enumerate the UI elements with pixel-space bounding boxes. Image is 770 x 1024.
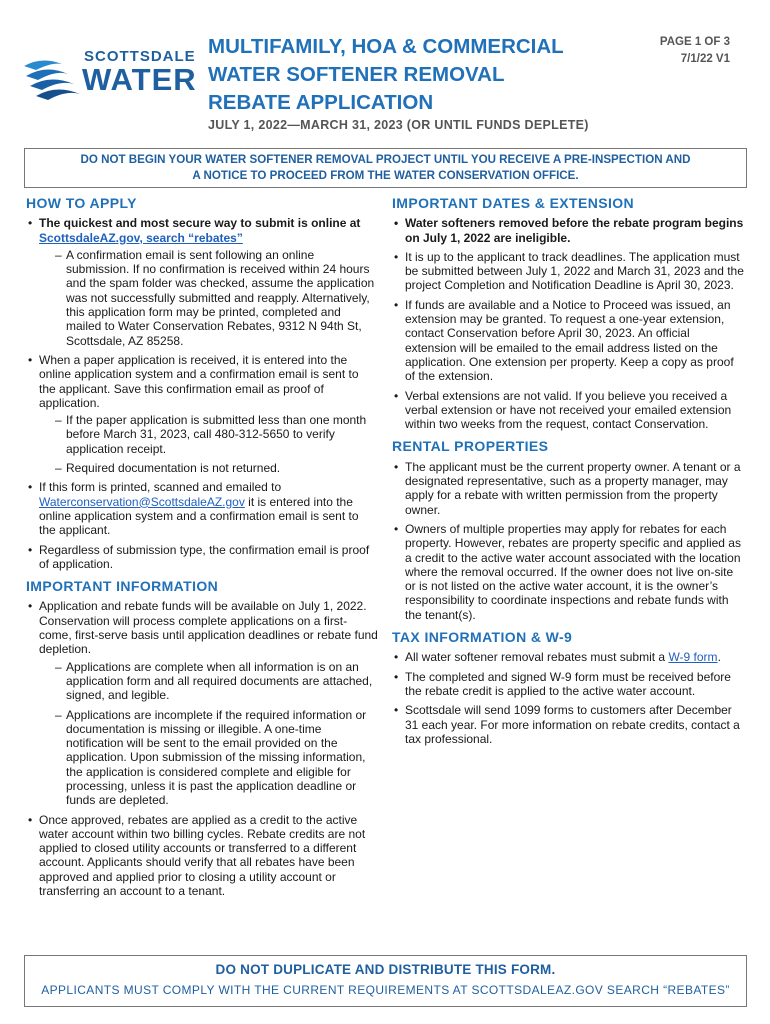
warning-line-1: DO NOT BEGIN YOUR WATER SOFTENER REMOVAL PROJECT UNTIL YOU RECEIVE A PRE-INSPECTION AND <box>80 153 691 166</box>
sub-list-item: – Applications are complete when all information is on an application form and all required documents are attached, signed, and legible. <box>39 660 378 703</box>
list-item <box>392 650 744 664</box>
list-item <box>26 599 378 807</box>
footer-notice <box>24 955 747 1007</box>
list-item-text: it is entered into the online application system and a confirmation email is sent to the applicant. <box>39 494 359 538</box>
title-line-1: MULTIFAMILY, HOA & COMMERCIAL <box>208 35 564 58</box>
list-item: • The completed and signed W-9 form must be received before the rebate credit is applied to the active water account. <box>392 670 744 699</box>
rental-properties-heading: RENTAL PROPERTIES <box>392 438 549 455</box>
title-line-2: WATER SOFTENER REMOVAL <box>208 63 505 86</box>
scottsdaleaz-rebates-link[interactable]: ScottsdaleAZ.gov, search “rebates” <box>39 230 243 245</box>
warning-banner <box>24 148 747 188</box>
page-header <box>0 0 770 150</box>
important-information-heading: IMPORTANT INFORMATION <box>26 578 219 595</box>
document-title <box>208 33 638 117</box>
list-item: • The applicant must be the current property owner. A tenant or a designated representative, such as a property manager, may apply for a rebate with written permission from the property owner. <box>392 460 744 517</box>
list-item <box>26 353 378 475</box>
list-item-text: All water softener removal rebates must submit a <box>405 650 669 665</box>
tax-information-list <box>392 650 744 746</box>
sub-list-item: – If the paper application is submitted less than one month before March 31, 2023, call 480-312-5650 to verify application receipt. <box>39 413 378 456</box>
list-item: • It is up to the applicant to track deadlines. The application must be submitted between July 1, 2022 and March 31, 2023 and the project Completion and Notification Deadline is April 30, 2023. <box>392 250 744 293</box>
left-column <box>26 196 378 903</box>
list-item <box>26 216 378 348</box>
list-item: • If funds are available and a Notice to Proceed was issued, an extension may be granted. To request a one-year extension, contact Conservation before April 30, 2023. An official extension will be emailed to the email address listed on the application. One extension per property. Keep a copy as proof of the extension. <box>392 298 744 384</box>
sub-list-item: – Applications are incomplete if the required information or documentation is missing or illegible. A one-time notification will be sent to the email provided on the application. Upon submission of the missing information, the application is considered complete and eligible for processing, unless it is past the application deadline or funds are depleted. <box>39 708 378 808</box>
important-dates-list <box>392 216 744 431</box>
sub-list-item: – Required documentation is not returned. <box>39 461 378 475</box>
conservation-email-link[interactable]: Waterconservation@ScottsdaleAZ.gov <box>39 494 245 509</box>
list-item-text: The quickest and most secure way to submit is online at <box>39 216 361 231</box>
footer-line-1: DO NOT DUPLICATE AND DISTRIBUTE THIS FORM. <box>215 962 556 977</box>
list-item: • Scottsdale will send 1099 forms to customers after December 31 each year. For more information on rebate credits, contact a tax professional. <box>392 703 744 746</box>
how-to-apply-list <box>26 216 378 571</box>
page-meta <box>660 34 730 68</box>
list-item-text: If this form is printed, scanned and emailed to <box>39 480 282 495</box>
w9-form-link[interactable]: W-9 form <box>668 650 718 665</box>
list-item: • Owners of multiple properties may apply for rebates for each property. However, rebates are property specific and applied as a credit to the active water account associated with the location where the removal occurred. If the owner does not live on-site or is not listed on the active water account, it is the owner’s responsibility to coordinate inspections and rebate funds with the tenant(s). <box>392 522 744 622</box>
rental-properties-list <box>392 460 744 622</box>
list-item: • Regardless of submission type, the confirmation email is proof of application. <box>26 543 378 572</box>
scottsdale-water-logo <box>22 48 197 104</box>
page-number: PAGE 1 OF 3 <box>659 36 730 48</box>
right-column <box>392 196 744 751</box>
list-item: • Water softeners removed before the rebate program begins on July 1, 2022 are ineligible. <box>392 216 744 245</box>
list-item <box>26 480 378 537</box>
list-item-text: . <box>717 650 721 665</box>
logo-text-scottsdale: SCOTTSDALE <box>84 48 196 65</box>
how-to-apply-heading: HOW TO APPLY <box>26 195 137 211</box>
form-version: 7/1/22 V1 <box>680 53 730 65</box>
list-item-text: When a paper application is received, it is entered into the online application system and a confirmation email is sent to the applicant. Save this confirmation email as proof of application. <box>39 352 359 410</box>
tax-information-heading: TAX INFORMATION & W-9 <box>392 629 573 646</box>
water-waves-icon <box>22 54 84 100</box>
list-item: • Once approved, rebates are applied as a credit to the active water account within two billing cycles. Rebate credits are not applied to closed utility accounts or transferred to a different account. Applicants should verify that all rebates have been approved and applied prior to closing a utility account or transferring an account to a tenant. <box>26 813 378 899</box>
logo-text-water: WATER <box>82 62 197 97</box>
sub-list-item: – A confirmation email is sent following an online submission. If no confirmation is received within 24 hours and the spam folder was checked, assume the application was not successfully submitted and reapply. Alternatively, this application form may be printed, completed and mailed to Water Conservation Rebates, 9312 N 94th St, Scottsdale, AZ 85258. <box>39 248 378 348</box>
list-item: • Verbal extensions are not valid. If you believe you received a verbal extension or have not received your emailed extension within two weeks from the request, contact Conservation. <box>392 389 744 432</box>
important-information-list <box>26 599 378 898</box>
important-dates-heading: IMPORTANT DATES & EXTENSION <box>392 195 635 211</box>
title-line-3: REBATE APPLICATION <box>208 91 434 114</box>
footer-line-2: APPLICANTS MUST COMPLY WITH THE CURRENT REQUIREMENTS AT SCOTTSDALEAZ.GOV SEARCH “REBATES” <box>41 983 730 997</box>
list-item-text: Application and rebate funds will be available on July 1, 2022. Conservation will process complete applications on a first-come, first-serve basis until application deadlines or rebate fund depletion. <box>39 599 378 657</box>
program-dates: JULY 1, 2022—MARCH 31, 2023 (OR UNTIL FUNDS DEPLETE) <box>208 118 589 132</box>
warning-line-2: A NOTICE TO PROCEED FROM THE WATER CONSERVATION OFFICE. <box>192 169 579 182</box>
